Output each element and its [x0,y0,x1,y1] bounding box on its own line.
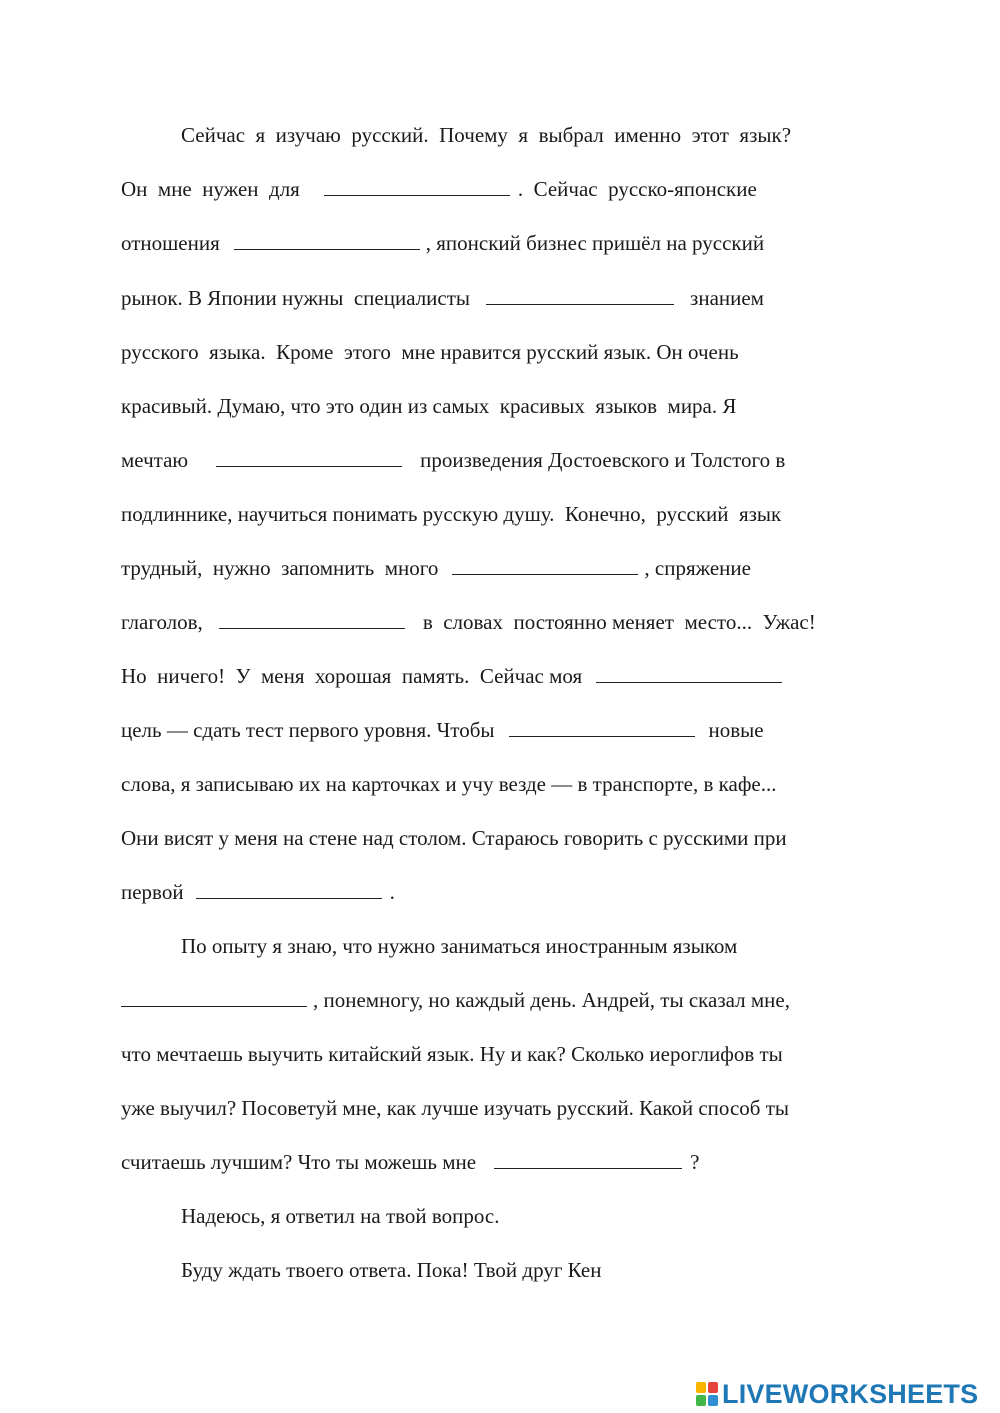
brand-name: LIVEWORKSHEETS [722,1378,979,1409]
answer-blank-8[interactable] [509,718,695,737]
text-line [121,662,782,690]
line-text: . Сейчас русско-японские [517,177,757,201]
line-text: новые [708,718,764,742]
text-line [121,175,757,203]
text-line [181,1202,500,1230]
line-text: подлиннике, научиться понимать русскую душу. Конечно, русский язык [121,502,782,526]
line-text: ? [690,1150,700,1174]
line-text: считаешь лучшим? Что ты можешь мне [121,1150,477,1174]
text-line [121,500,781,528]
line-text: в словах постоянно меняет место... Ужас! [422,610,816,634]
text-line [121,284,764,312]
line-text: трудный, нужно запомнить много [121,556,439,580]
text-line [181,932,737,960]
text-line [121,392,736,420]
text-line [121,716,764,744]
line-text: Надеюсь, я ответил на твой вопрос. [181,1204,500,1228]
answer-blank-10[interactable] [121,988,307,1007]
text-line [121,1148,699,1176]
answer-blank-4[interactable] [216,448,402,467]
text-line [121,608,816,636]
line-text: красивый. Думаю, что это один из самых красивых языков мира. Я [121,394,737,418]
line-text: , японский бизнес пришёл на русский [425,231,765,255]
text-line [181,121,791,149]
liveworksheets-logo[interactable] [696,1377,978,1411]
text-line [121,1094,789,1122]
text-line [121,229,764,257]
answer-blank-6[interactable] [219,610,405,629]
answer-blank-5[interactable] [452,556,638,575]
line-text: цель — сдать тест первого уровня. Чтобы [121,718,495,742]
line-text: слова, я записываю их на карточках и учу везде — в транспорте, в кафе... [121,772,777,796]
line-text: Но ничего! У меня хорошая память. Сейчас моя [121,664,583,688]
line-text: знанием [690,286,764,310]
line-text: что мечтаешь выучить китайский язык. Ну и как? Сколько иероглифов ты [121,1042,783,1066]
liveworksheets-logo-icon [696,1382,718,1406]
line-text: Буду ждать твоего ответа. Пока! Твой друг Кен [181,1258,602,1282]
text-line [121,878,395,906]
line-text: рынок. В Японии нужны специалисты [121,286,471,310]
answer-blank-1[interactable] [324,177,510,196]
answer-blank-11[interactable] [494,1150,682,1169]
text-line [121,338,739,366]
answer-blank-7[interactable] [596,664,782,683]
line-text: . [389,880,395,904]
line-text: произведения Достоевского и Толстого в [420,448,786,472]
line-text: русского языка. Кроме этого мне нравится русский язык. Он очень [121,340,739,364]
answer-blank-9[interactable] [196,880,382,899]
text-line [121,554,751,582]
line-text: Они висят у меня на стене над столом. Стараюсь говорить с русскими при [121,826,787,850]
text-line [121,446,785,474]
text-line [121,824,787,852]
line-text: Сейчас я изучаю русский. Почему я выбрал именно этот язык? [181,123,792,147]
text-line [121,770,777,798]
answer-blank-2[interactable] [234,231,420,250]
text-line [121,986,790,1014]
line-text: Он мне нужен для [121,177,300,201]
line-text: первой [121,880,184,904]
line-text: отношения [121,231,220,255]
line-text: мечтаю [121,448,189,472]
text-line [121,1040,783,1068]
text-line [181,1256,601,1284]
line-text: , спряжение [644,556,751,580]
answer-blank-3[interactable] [486,286,674,305]
line-text: , понемногу, но каждый день. Андрей, ты сказал мне, [313,988,790,1012]
line-text: глаголов, [121,610,203,634]
line-text: По опыту я знаю, что нужно заниматься иностранным языком [181,934,738,958]
line-text: уже выучил? Посоветуй мне, как лучше изучать русский. Какой способ ты [121,1096,789,1120]
